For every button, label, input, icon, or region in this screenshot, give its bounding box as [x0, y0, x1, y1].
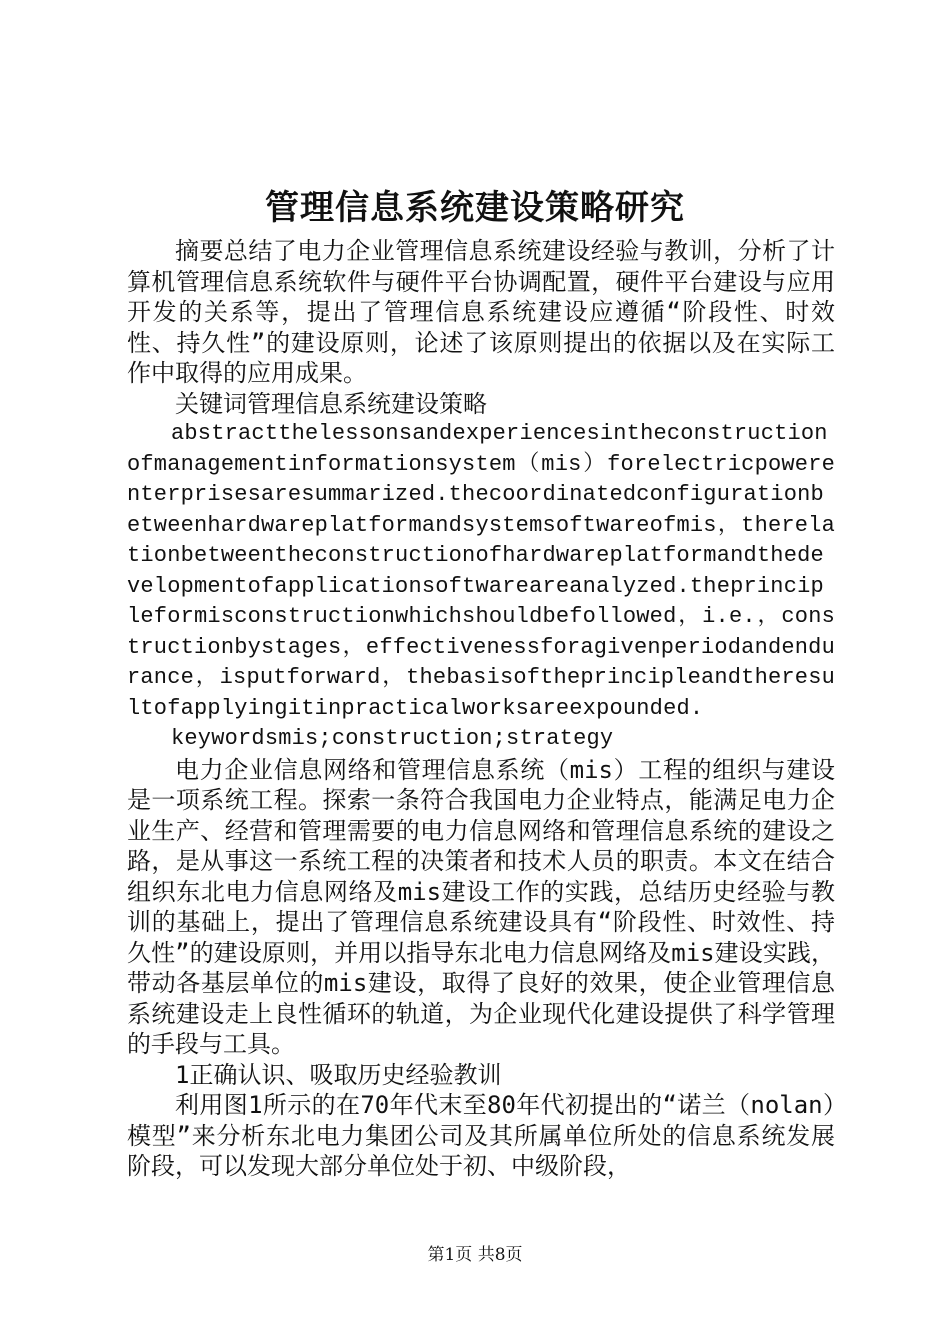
- section-heading: 1正确认识、吸取历史经验教训: [175, 1060, 502, 1089]
- keywords-cn: 关键词管理信息系统建设策略: [175, 389, 487, 418]
- intro-paragraph: 电力企业信息网络和管理信息系统（mis）工程的组织与建设是一项系统工程。探索一条符合我国电力企业特点，能满足电力企业生产、经营和管理需要的电力信息网络和管理信息系统的建设之路，是从事这一系统工程的决策者和技术人员的职责。本文在结合组织东北电力信息网络及mis建设工作的实践，总结历史经验与教训的基础上，提出了管理信息系统建设具有“阶段性、时效性、持久性”的建设原则，并用以指导东北电力信息网络及mis建设实践，带动各基层单位的mis建设，取得了良好的效果，使企业管理信息系统建设走上良性循环的轨道，为企业现代化建设提供了科学管理的手段与工具。: [127, 755, 835, 1058]
- document-body: [127, 236, 835, 1182]
- document-title: 管理信息系统建设策略研究: [265, 188, 685, 228]
- keywords-en: keywordsmis;construction;strategy: [171, 726, 614, 751]
- body-paragraph: 利用图1所示的在70年代末至80年代初提出的“诺兰（nolan）模型”来分析东北电力集团公司及其所属单位所处的信息系统发展阶段，可以发现大部分单位处于初、中级阶段，: [127, 1091, 835, 1180]
- abstract-paragraph-en: abstractthelessonsandexperiencesintheconstructionofmanagementinformationsystem（mis）forelectricpowerenterprisesaresummarized.thecoordinatedconfigurationbetweenhardwareplatformandsystemsoftwareofmis，therelationbetweentheconstructionofhardwareplatformandthedevelopmentofapplicationsoftwareareanalyzed.theprincipleformisconstructionwhichshouldbefollowed，i.e.，constructionbystages，effectivenessforagivenperiodandendurance，isputforward，thebasisoftheprincipleandtheresultofapplyingitinpracticalworksareexpounded.: [127, 421, 835, 721]
- page-number: 第1页 共8页: [427, 1245, 523, 1265]
- abstract-paragraph-cn: 摘要总结了电力企业管理信息系统建设经验与教训，分析了计算机管理信息系统软件与硬件平台协调配置，硬件平台建设与应用开发的关系等，提出了管理信息系统建设应遵循“阶段性、时效性、持久性”的建设原则，论述了该原则提出的依据以及在实际工作中取得的应用成果。: [127, 237, 835, 387]
